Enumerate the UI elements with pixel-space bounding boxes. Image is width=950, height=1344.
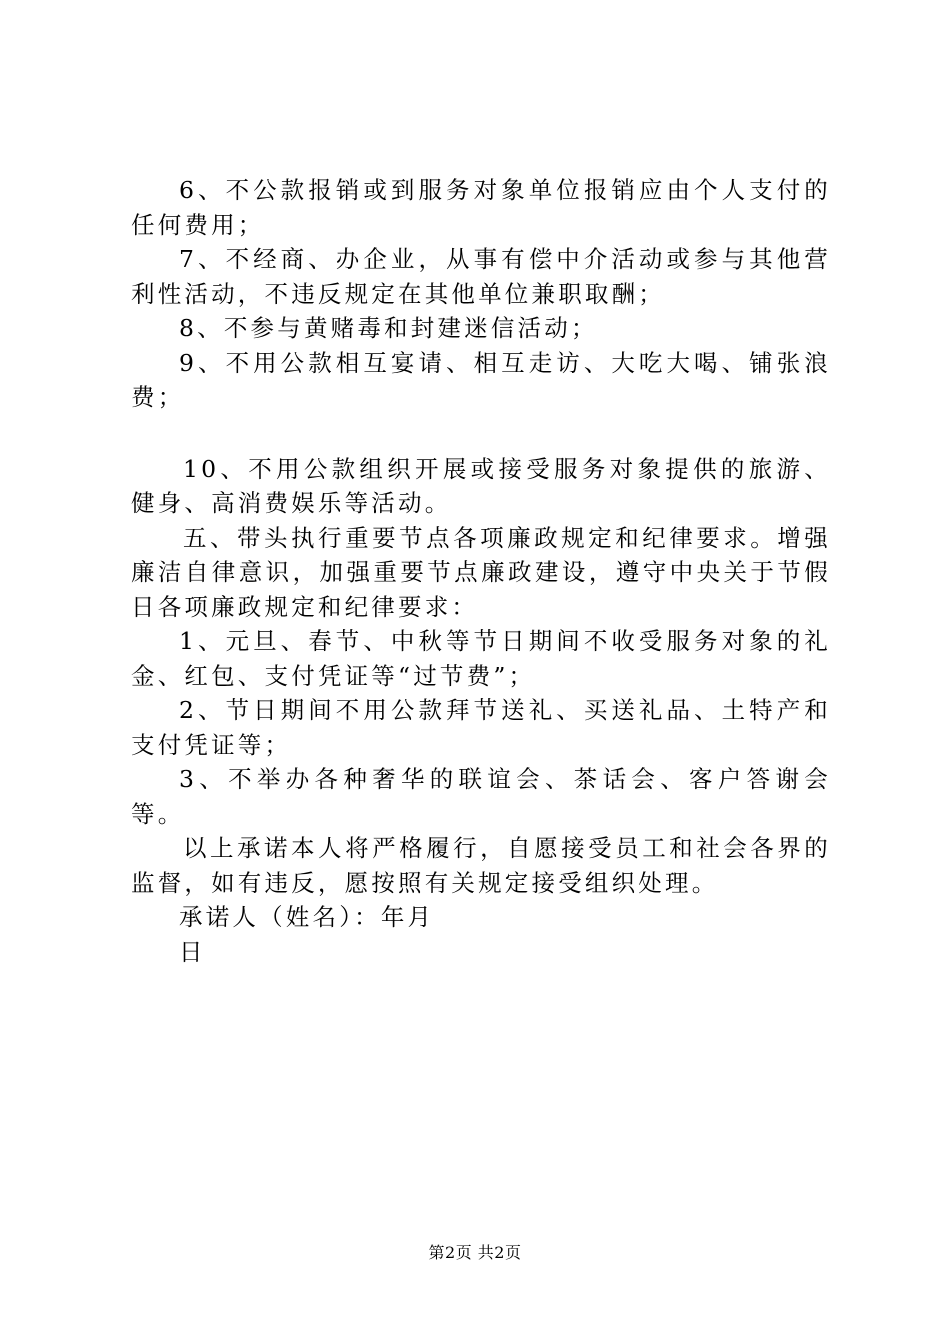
paragraph-holiday-item-1: 1、元旦、春节、中秋等节日期间不收受服务对象的礼金、红包、支付凭证等“过节费”； [131,627,831,690]
paragraph-item-6: 6、不公款报销或到服务对象单位报销应由个人支付的任何费用； [131,176,831,239]
page-footer: 第2页 共2页 [428,1243,522,1262]
paragraph-item-7: 7、不经商、办企业，从事有偿中介活动或参与其他营利性活动，不违反规定在其他单位兼职取酬； [131,245,831,308]
paragraph-holiday-item-3: 3、不举办各种奢华的联谊会、茶话会、客户答谢会等。 [131,765,831,828]
paragraph-holiday-item-2: 2、节日期间不用公款拜节送礼、买送礼品、土特产和支付凭证等； [131,696,831,759]
signature-line: 承诺人（姓名）：年月 [179,903,435,931]
paragraph-item-9: 9、不用公款相互宴请、相互走访、大吃大喝、铺张浪费； [131,348,831,411]
paragraph-item-8: 8、不参与黄赌毒和封建迷信活动； [179,314,598,342]
paragraph-item-10: 10、不用公款组织开展或接受服务对象提供的旅游、健身、高消费娱乐等活动。 [131,454,831,517]
paragraph-section-five: 五、带头执行重要节点各项廉政规定和纪律要求。增强廉洁自律意识，加强重要节点廉政建设，遵守中央关于节假日各项廉政规定和纪律要求： [131,523,831,621]
document-body [131,173,831,969]
signature-date-day: 日 [179,937,206,966]
paragraph-commitment-statement: 以上承诺本人将严格履行，自愿接受员工和社会各界的监督，如有违反，愿按照有关规定接受组织处理。 [131,834,831,897]
